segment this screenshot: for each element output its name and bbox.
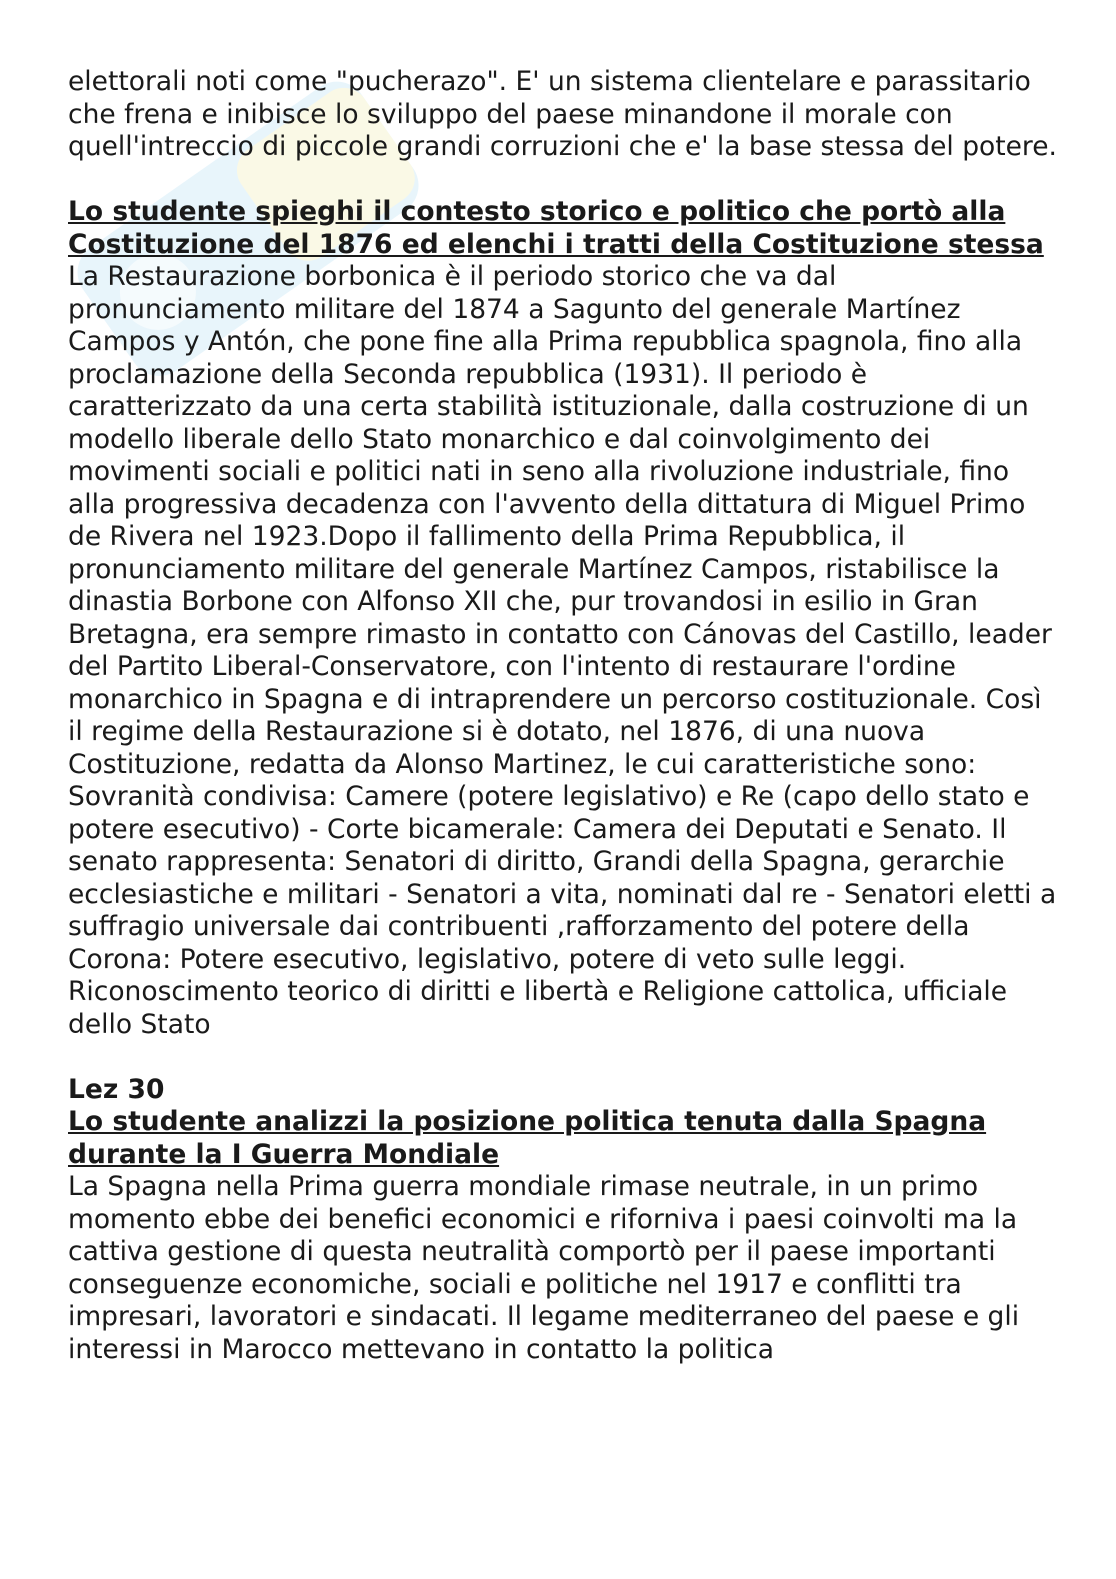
document-page (68, 66, 1058, 1366)
paragraph-intro: elettorali noti come "pucherazo". E' un sistema clientelare e parassitario che frena e inibisce lo sviluppo del paese minandone il morale con quell'intreccio di piccole grandi corruzioni che e' la base stessa del potere. (68, 66, 1057, 162)
spacer (68, 164, 1058, 197)
question-heading-2: Lo studente analizzi la posizione politica tenuta dalla Spagna durante la I Guerra Mondiale (68, 1106, 987, 1170)
answer-paragraph-1: La Restaurazione borbonica è il periodo storico che va dal pronunciamento militare del 1874 a Sagunto del generale Martínez Campos y Antón, che pone fine alla Prima repubblica spagnola, fino alla proclamazione della Seconda repubblica (1931). Il periodo è caratterizzato da una certa stabilità istituzionale, dalla costruzione di un modello liberale dello Stato monarchico e dal coinvolgimento dei movimenti sociali e politici nati in seno alla rivoluzione industriale, fino alla progressiva decadenza con l'avvento della dittatura di Miguel Primo de Rivera nel 1923.Dopo il fallimento della Prima Repubblica, il pronunciamento militare del generale Martínez Campos, ristabilisce la dinastia Borbone con Alfonso XII che, pur trovandosi in esilio in Gran Bretagna, era sempre rimasto in contatto con Cánovas del Castillo, leader del Partito Liberal-Conservatore, con l'intento di restaurare l'ordine monarchico in Spagna e di intraprendere un percorso costituzionale. Così il regime della Restaurazione si è dotato, nel 1876, di una nuova Costituzione, redatta da Alonso Martinez, le cui caratteristiche sono: Sovranità condivisa: Camere (potere legislativo) e Re (capo dello stato e potere esecutivo) - Corte bicamerale: Camera dei Deputati e Senato. Il senato rappresenta: Senatori di diritto, Grandi della Spagna, gerarchie ecclesiastiche e militari - Senatori a vita, nominati dal re - Senatori eletti a suffragio universale dai contribuenti ,rafforzamento del potere della Corona: Potere esecutivo, legislativo, potere di veto sulle leggi. (68, 261, 1057, 975)
question-heading-1: Lo studente spieghi il contesto storico e politico che portò alla Costituzione del 1876 ed elenchi i tratti della Costituzione stessa (68, 196, 1044, 260)
spacer (68, 1041, 1058, 1074)
lecture-label: Lez 30 (68, 1073, 165, 1105)
answer-paragraph-1b: Riconoscimento teorico di diritti e libertà e Religione cattolica, ufficiale dello Stato (68, 976, 1008, 1040)
answer-paragraph-2: La Spagna nella Prima guerra mondiale rimase neutrale, in un primo momento ebbe dei benefici economici e riforniva i paesi coinvolti ma la cattiva gestione di questa neutralità comportò per il paese importanti conseguenze economiche, sociali e politiche nel 1917 e conflitti tra impresari, lavoratori e sindacati. Il legame mediterraneo del paese e gli interessi in Marocco mettevano in contatto la politica (68, 1171, 1020, 1365)
